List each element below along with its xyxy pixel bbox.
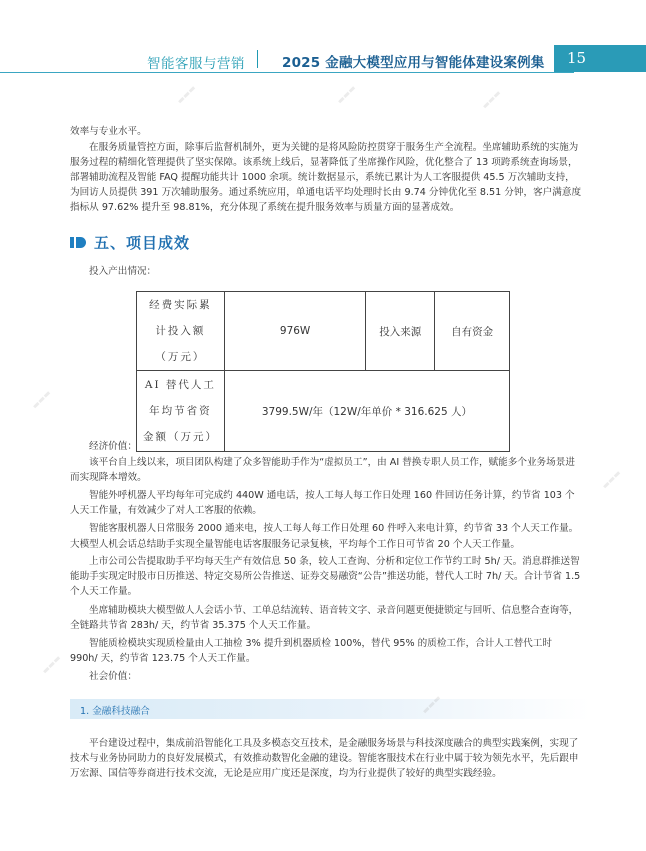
header-book-title: 2025 金融大模型应用与智能体建设案例集	[282, 55, 545, 71]
header-separator	[257, 50, 258, 68]
paragraph-quality-control: 在服务质量管控方面，除事后监督机制外，更为关键的是将风险防控贯穿于服务生产全流程。坐席辅助系统的实施为服务过程的精细化管理提供了坚实保障。该系统上线后，显著降低了坐席操作风险，优化整合了 13 项跨系统查询场景，部署辅助流程及智能 FAQ 提醒功能共计 1000 余项。统计数据显示，系统已累计为人工客服提供 45.5 万次辅助支持，为回访人员提供 391 万次辅助服务。通过系统应用，单通电话平均处理时长由 9.74 分钟优化至 8.51 分钟，客户满意度指标从 97.62% 提升至 98.81%，充分体现了系统在提升服务效率与质量方面的显著成效。	[70, 142, 582, 213]
header-section-name: 智能客服与营销	[147, 56, 245, 72]
header-rule	[0, 72, 574, 73]
section-heading	[70, 232, 190, 252]
social-value-heading: 社会价值：	[89, 671, 137, 682]
table-cell-label: 经费实际累计投入额（万元）	[137, 292, 225, 371]
subsection-title: 1. 金融科技融合	[80, 706, 150, 717]
io-intro: 投入产出情况：	[89, 266, 157, 277]
table-cell-label: AI 替代人工年均节省资金额（万元）	[137, 371, 225, 452]
economic-paragraph: 智能质检模块实现质检量由人工抽检 3% 提升到机器质检 100%，替代 95% 的质检工作，合计人工替代工时 990h/ 天，约节省 123.75 个人天工作量。	[70, 638, 552, 664]
table-cell-value: 976W	[224, 292, 366, 371]
economic-paragraph: 智能外呼机器人平均每年可完成约 440W 通电话，按人工每人每工作日处理 160 件回访任务计算，约节省 103 个人天工作量，有效减少了对人工客服的依赖。	[70, 490, 575, 516]
economic-paragraph: 该平台自上线以来，项目团队构建了众多智能助手作为“虚拟员工”，由 AI 替换专职人员工作，赋能多个业务场景进而实现降本增效。	[70, 457, 575, 483]
page-number: 15	[554, 45, 646, 72]
fintech-paragraph: 平台建设过程中，集成前沿智能化工具及多模态交互技术，是金融服务场景与科技深度融合的典型实践案例，实现了技术与业务协同助力的良好发展模式，有效推动数智化金融的建设。智能客服技术在行业中属于较为领先水平，先后跟申万宏源、国信等券商进行技术交流，无论是应用广度还是深度，均为行业提供了较好的典型实践经验。	[70, 738, 579, 779]
paragraph-continuation: 效率与专业水平。	[70, 126, 147, 137]
watermark-mark: ▬▬▬	[40, 653, 63, 676]
watermark-mark: ▬▬▬	[30, 388, 53, 411]
section-marker-icon	[70, 237, 86, 248]
economic-value-heading: 经济价值：	[89, 441, 137, 452]
table-cell-value: 自有资金	[435, 292, 510, 371]
watermark-mark: ▬▬▬	[600, 468, 623, 491]
economic-paragraph: 智能客服机器人日常服务 2000 通来电，按人工每人每工作日处理 60 件呼入来电计算，约节省 33 个人天工作量。	[89, 523, 579, 534]
table-cell-label: 投入来源	[366, 292, 435, 371]
input-output-table	[136, 291, 510, 452]
watermark-mark: ▬▬▬	[335, 83, 358, 106]
watermark-mark: ▬▬▬	[480, 88, 503, 111]
economic-paragraph: 大模型人机会话总结助手实现全量智能电话客服服务记录复核，平均每个工作日可节省 20 个人天工作量。	[70, 539, 521, 550]
table-cell-value: 3799.5W/年（12W/年单价 * 316.625 人）	[224, 371, 509, 452]
page-header	[0, 0, 646, 80]
section-title: 五、项目成效	[94, 233, 191, 252]
watermark-mark: ▬▬▬	[175, 83, 198, 106]
economic-paragraph: 上市公司公告提取助手平均每天生产有效信息 50 条，较人工查询、分析和定位工作节约工时 5h/ 天。消息群推送智能助手实现定时股市日历推送、特定交易所公告推送、证券交易融资“公告”推送功能，替代人工时 7h/ 天。合计节省 1.5 个人天工作量。	[70, 556, 581, 597]
economic-paragraph: 坐席辅助模块大模型做人人会话小节、工单总结流转、语音转文字、录音问题更便捷锁定与回听、信息整合查询等，全链路共节省 283h/ 天，约节省 35.375 个人天工作量。	[70, 605, 579, 631]
